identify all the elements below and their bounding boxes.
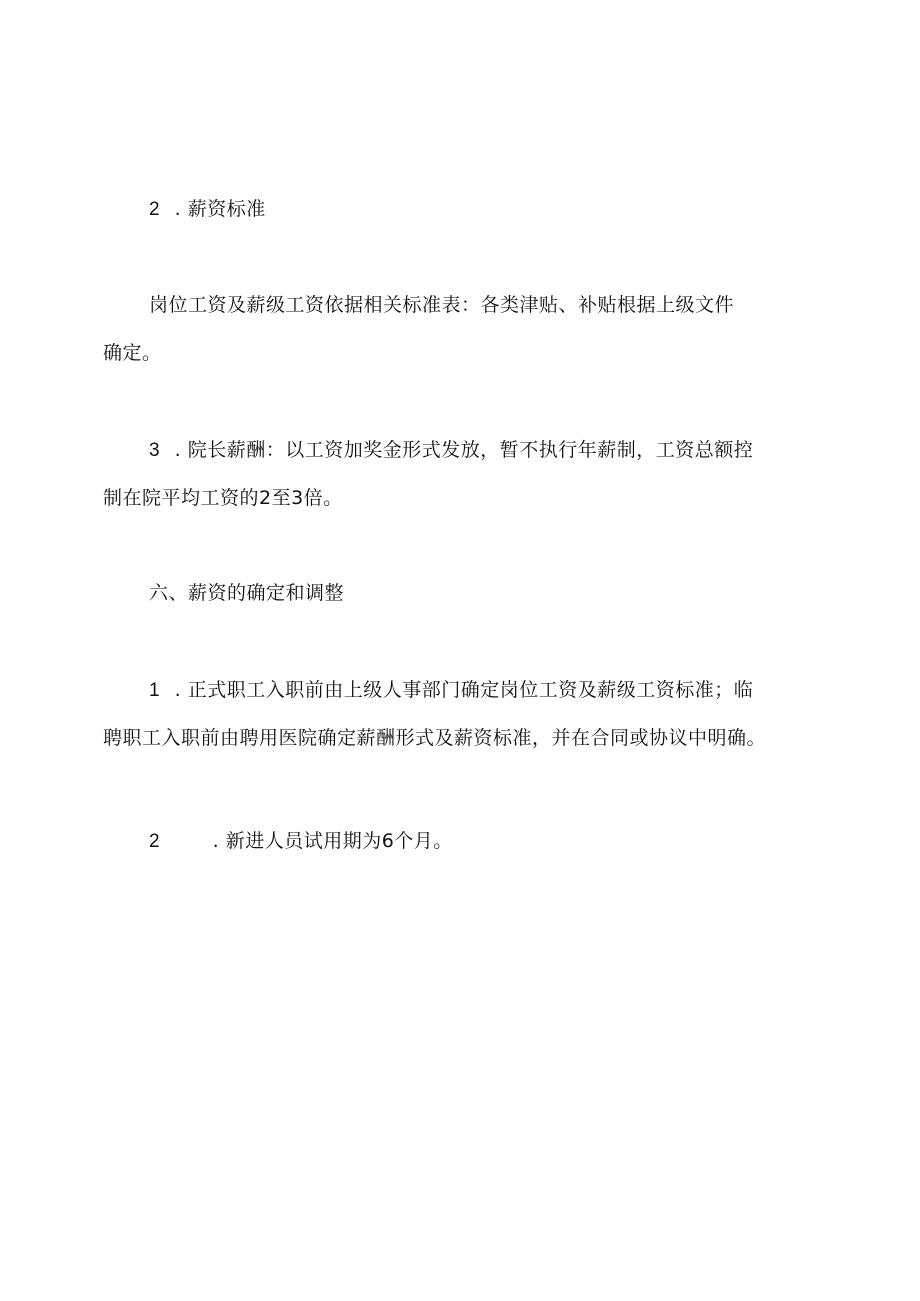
section-2-body-line2: 确定。 [103,342,162,364]
section-3-line1 [149,437,753,464]
section-2-heading [149,196,266,223]
item-1-line1 [149,677,753,704]
item-2-number: 2 [149,831,161,852]
item-1-line2: 聘职工入职前由聘用医院确定薪酬形式及薪资标准，并在合同或协议中明确。 [103,727,767,749]
section-6-heading: 六、薪资的确定和调整 [149,582,345,604]
section-3-number: 3 [149,440,161,461]
section-3-text: . 院长薪酬：以工资加奖金形式发放，暂不执行年薪制，工资总额控 [174,439,754,461]
section-2-title: . 薪资标准 [174,198,266,220]
item-1-number: 1 [149,680,161,701]
section-2-body-line1: 岗位工资及薪级工资依据相关标准表：各类津贴、补贴根据上级文件 [149,294,735,316]
section-2-number: 2 [149,199,161,220]
section-3-line2: 制在院平均工资的2至3倍。 [103,487,343,509]
item-2-text: . 新进人员试用期为6个月。 [212,830,453,852]
item-1-text: . 正式职工入职前由上级人事部门确定岗位工资及薪级工资标准；临 [174,679,754,701]
item-2-line [149,828,453,855]
